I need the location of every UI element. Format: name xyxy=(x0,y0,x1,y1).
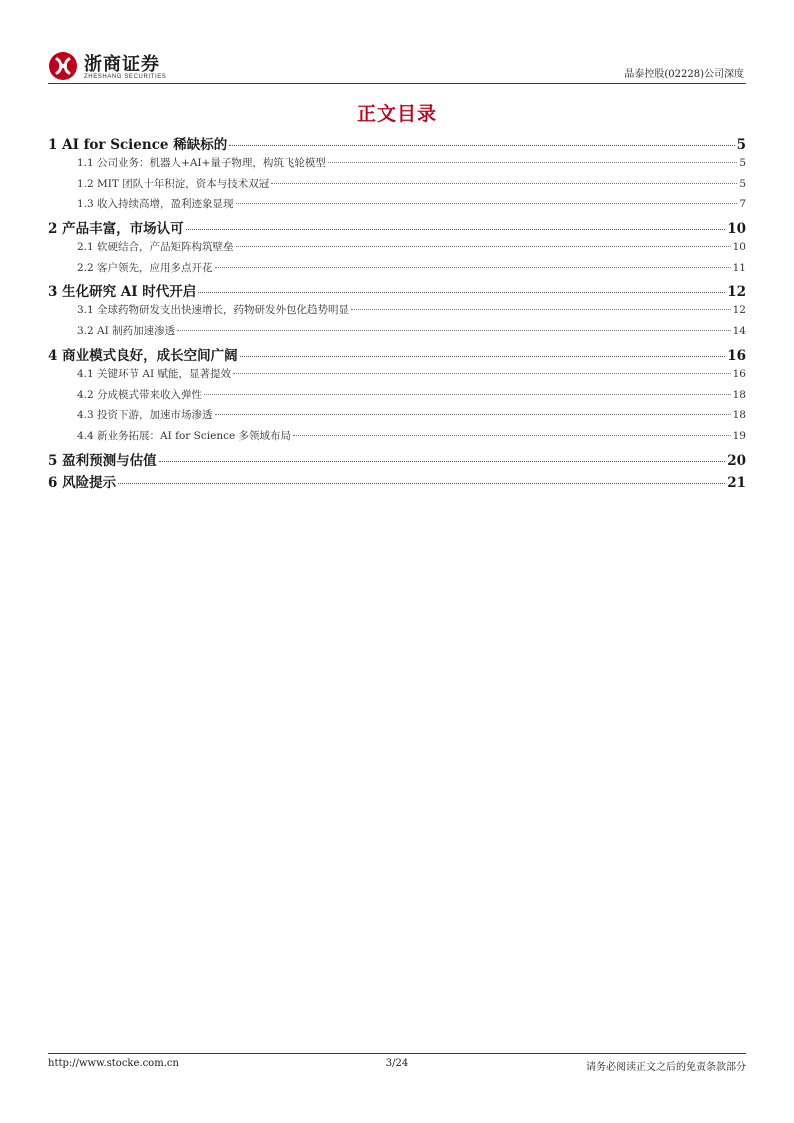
table-of-contents xyxy=(48,133,746,493)
toc-entry-label: 2.2 客户领先，应用多点开花 xyxy=(77,261,213,274)
toc-entry-page: 16 xyxy=(727,347,746,364)
toc-entry[interactable] xyxy=(48,302,746,323)
toc-entry-label: 4.1 关键环节 AI 赋能，显著提效 xyxy=(77,367,231,380)
toc-entry-label: 3.1 全球药物研发支出快速增长，药物研发外包化趋势明显 xyxy=(77,304,350,317)
toc-entry-label: 4.4 新业务拓展：AI for Science 多领域布局 xyxy=(77,429,292,442)
dot-leader xyxy=(215,267,731,268)
dot-leader xyxy=(159,461,726,462)
dot-leader xyxy=(118,483,725,484)
toc-entry-label: 1 AI for Science 稀缺标的 xyxy=(48,137,228,153)
toc-entry-label: 1.3 收入持续高增，盈利迹象显现 xyxy=(77,198,234,211)
toc-entry-page: 12 xyxy=(727,284,746,301)
toc-entry-page: 11 xyxy=(732,261,746,274)
footer-disclaimer: 请务必阅读正文之后的免责条款部分 xyxy=(586,1062,746,1073)
toc-entry-label: 2.1 软硬结合，产品矩阵构筑壁垒 xyxy=(77,241,234,254)
toc-entry-page: 7 xyxy=(739,198,746,211)
dot-leader xyxy=(236,246,731,247)
dot-leader xyxy=(293,435,731,436)
toc-entry-label: 5 盈利预测与估值 xyxy=(48,452,157,469)
dot-leader xyxy=(351,309,731,310)
dot-leader xyxy=(328,162,737,163)
toc-entry-label: 4.2 分成模式带来收入弹性 xyxy=(77,388,203,401)
toc-entry[interactable] xyxy=(48,176,746,197)
brand-name-en: ZHESHANG SECURITIES xyxy=(84,74,167,80)
toc-entry-page: 21 xyxy=(727,474,746,491)
dot-leader xyxy=(271,183,737,184)
toc-entry-label: 3.2 AI 制药加速渗透 xyxy=(77,325,176,338)
toc-entry[interactable] xyxy=(48,155,746,176)
toc-entry-page: 5 xyxy=(739,157,746,169)
dot-leader xyxy=(215,414,731,415)
toc-entry-page: 5 xyxy=(736,137,746,153)
toc-entry[interactable] xyxy=(48,217,746,239)
toc-entry[interactable] xyxy=(48,407,746,428)
dot-leader xyxy=(229,145,734,146)
toc-entry-label: 3 生化研究 AI 时代开启 xyxy=(48,284,197,301)
toc-entry-page: 10 xyxy=(727,221,746,238)
brand-name-cn: 浙商证券 xyxy=(84,54,160,75)
toc-entry-page: 18 xyxy=(732,388,746,401)
toc-entry-label: 4 商业模式良好，成长空间广阔 xyxy=(48,347,238,364)
toc-entry-page: 19 xyxy=(732,429,746,442)
toc-entry-label: 2 产品丰富，市场认可 xyxy=(48,221,184,238)
header-divider xyxy=(48,83,746,84)
toc-entry[interactable] xyxy=(48,239,746,260)
toc-entry-page: 14 xyxy=(732,325,746,338)
toc-entry[interactable] xyxy=(48,428,746,449)
document-label: 晶泰控股(02228)公司深度 xyxy=(624,69,744,80)
dot-leader xyxy=(186,229,726,230)
logo-mark-icon xyxy=(48,51,78,81)
toc-entry-label: 1.2 MIT 团队十年积淀，资本与技术双冠 xyxy=(77,177,270,190)
toc-entry-page: 10 xyxy=(732,241,746,254)
brand-logo xyxy=(48,47,188,87)
dot-leader xyxy=(233,373,731,374)
toc-entry[interactable] xyxy=(48,260,746,281)
dot-leader xyxy=(198,292,725,293)
toc-entry-label: 1.1 公司业务：机器人+AI+量子物理，构筑飞轮模型 xyxy=(77,157,326,169)
toc-entry[interactable] xyxy=(48,471,746,493)
toc-entry-page: 20 xyxy=(727,452,746,469)
toc-entry[interactable] xyxy=(48,133,746,155)
toc-entry[interactable] xyxy=(48,196,746,217)
toc-entry-page: 16 xyxy=(732,367,746,380)
toc-entry[interactable] xyxy=(48,449,746,471)
toc-title: 正文目录 xyxy=(356,103,437,125)
toc-entry[interactable] xyxy=(48,280,746,302)
toc-entry[interactable] xyxy=(48,344,746,366)
toc-entry-label: 4.3 投资下游，加速市场渗透 xyxy=(77,409,213,422)
page-header xyxy=(48,47,746,87)
toc-entry-page: 5 xyxy=(739,177,746,190)
toc-entry-label: 6 风险提示 xyxy=(48,474,117,491)
footer-divider xyxy=(48,1053,746,1054)
toc-entry[interactable] xyxy=(48,366,746,387)
dot-leader xyxy=(240,356,726,357)
toc-entry[interactable] xyxy=(48,387,746,408)
footer-page-number: 3/24 xyxy=(385,1058,409,1069)
toc-entry-page: 12 xyxy=(732,304,746,317)
dot-leader xyxy=(236,203,738,204)
toc-entry-page: 18 xyxy=(732,409,746,422)
dot-leader xyxy=(177,330,731,331)
dot-leader xyxy=(204,394,731,395)
toc-entry[interactable] xyxy=(48,323,746,344)
footer-url[interactable]: http://www.stocke.com.cn xyxy=(48,1058,179,1069)
